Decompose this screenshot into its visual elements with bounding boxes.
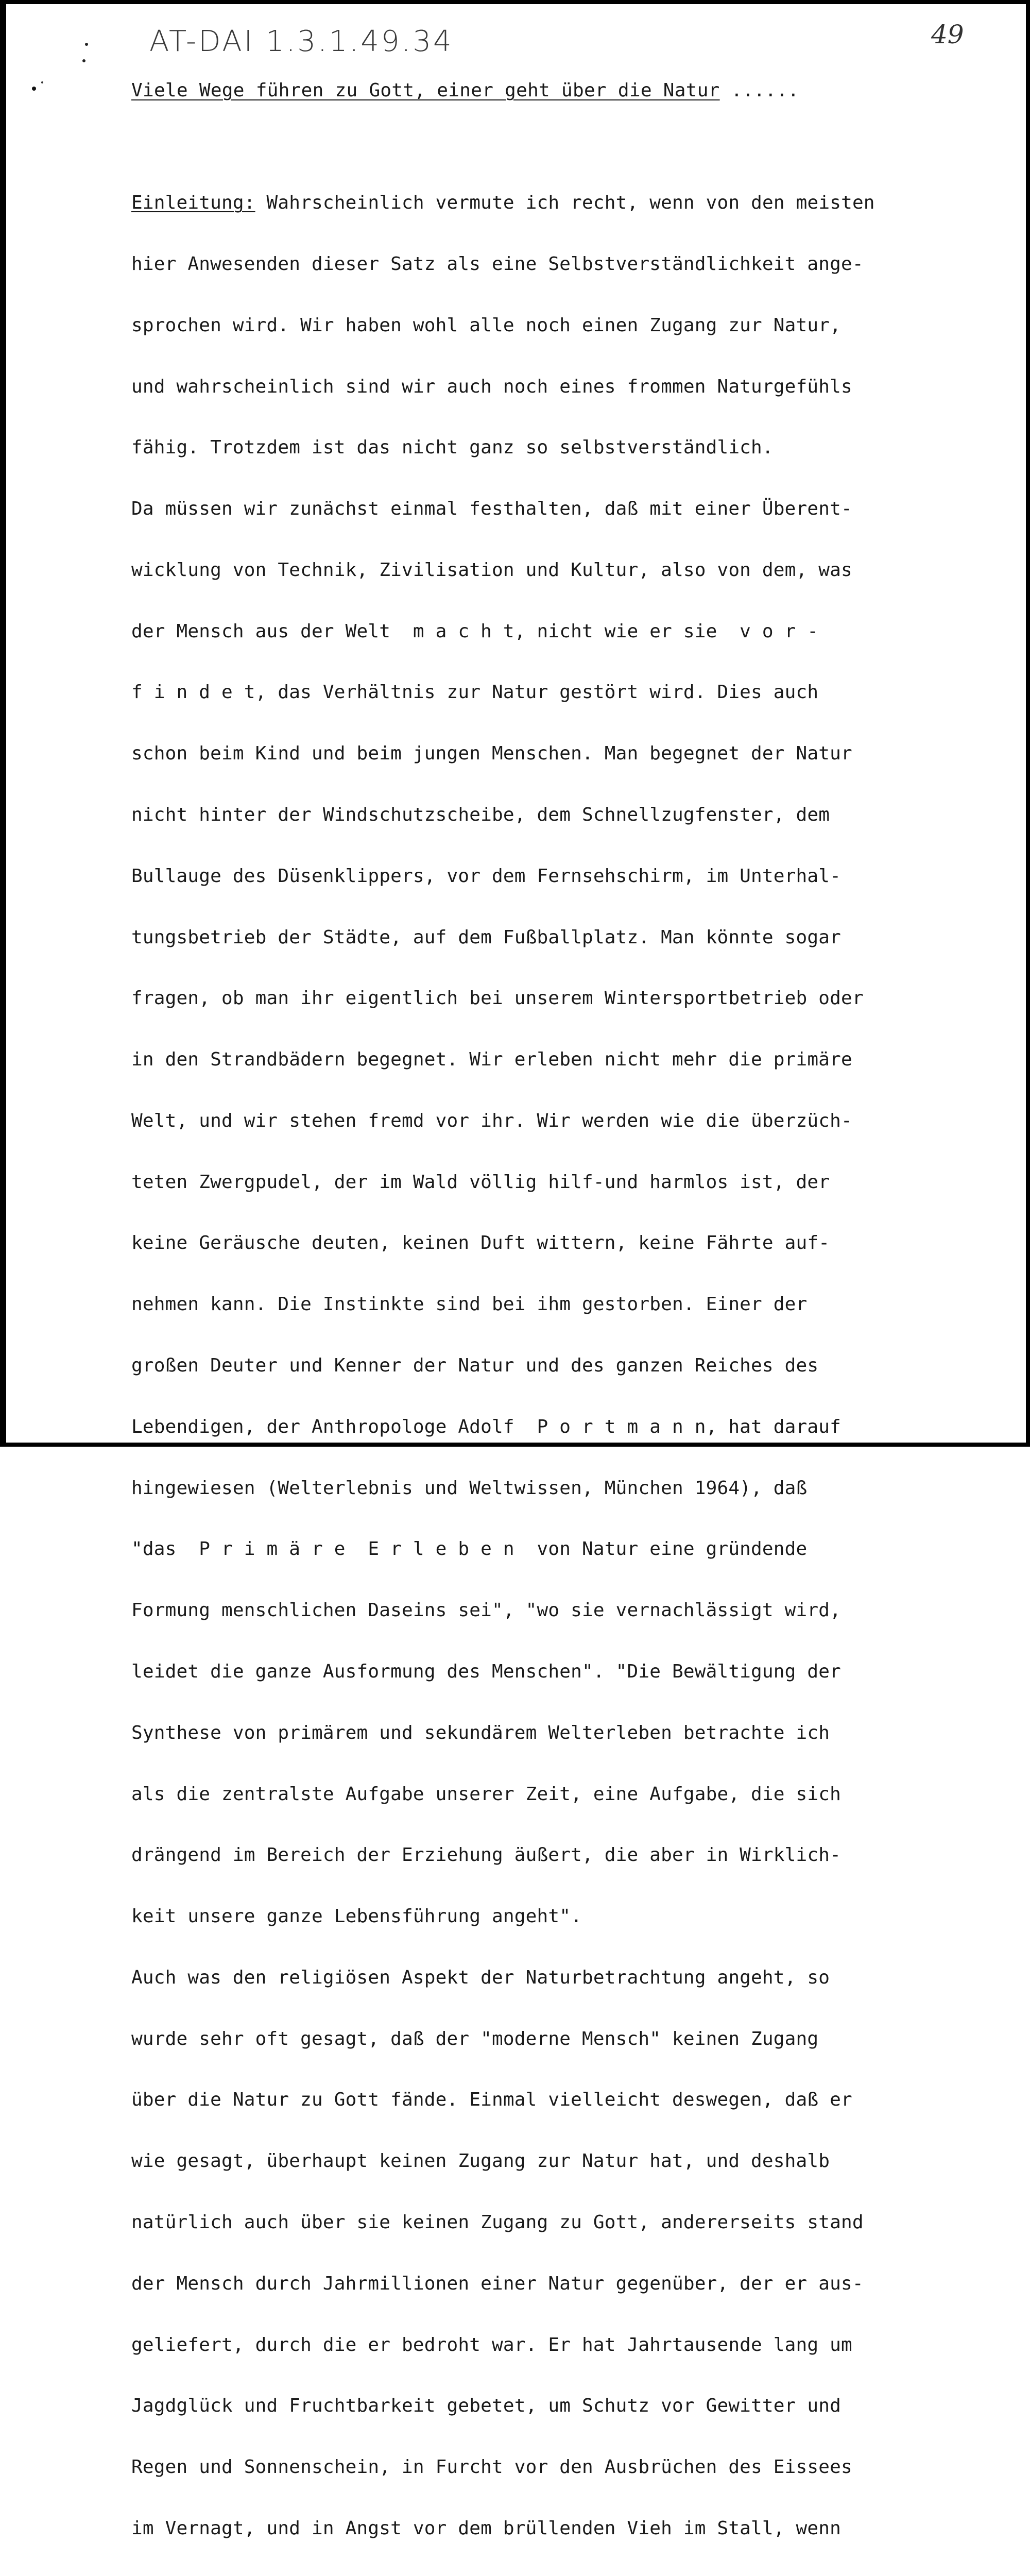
text-line: Auch was den religiösen Aspekt der Naturbetrachtung angeht, so	[131, 1967, 830, 1988]
text-line: Lebendigen, der Anthropologe Adolf P o r t m a n n, hat darauf	[131, 1416, 842, 1437]
text-line: Welt, und wir stehen fremd vor ihr. Wir werden wie die überzüch-	[131, 1110, 852, 1131]
text-line: als die zentralste Aufgabe unserer Zeit, eine Aufgabe, die sich	[131, 1783, 842, 1805]
text-line: geliefert, durch die er bedroht war. Er hat Jahrtausende lang um	[131, 2334, 852, 2355]
text-line: wurde sehr oft gesagt, daß der "moderne Mensch" keinen Zugang	[131, 2028, 819, 2049]
text-line: hingewiesen (Welterlebnis und Weltwissen, München 1964), daß	[131, 1477, 808, 1499]
text-line: der Mensch durch Jahrmillionen einer Natur gegenüber, der er aus-	[131, 2273, 864, 2294]
text-line: Synthese von primärem und sekundärem Welterleben betrachte ich	[131, 1722, 830, 1743]
text-line: großen Deuter und Kenner der Natur und des ganzen Reiches des	[131, 1355, 819, 1377]
text-line: natürlich auch über sie keinen Zugang zu Gott, andererseits stand	[131, 2211, 864, 2233]
text-line: teten Zwergpudel, der im Wald völlig hilf-und harmlos ist, der	[131, 1171, 830, 1193]
document-title	[131, 78, 799, 103]
text-line: Jagdglück und Fruchtbarkeit gebetet, um Schutz vor Gewitter und	[131, 2395, 842, 2417]
text-line: keit unsere ganze Lebensführung angeht".	[131, 1906, 582, 1927]
text-line: über die Natur zu Gott fände. Einmal vielleicht deswegen, daß er	[131, 2089, 852, 2111]
body-text	[131, 152, 997, 2576]
text-line: in den Strandbädern begegnet. Wir erleben nicht mehr die primäre	[131, 1049, 852, 1071]
text-line: der Mensch aus der Welt m a c h t, nicht wie er sie v o r -	[131, 620, 819, 642]
text-line: fähig. Trotzdem ist das nicht ganz so selbstverständlich.	[131, 437, 774, 459]
text-line	[131, 193, 997, 213]
scan-specks	[0, 0, 113, 113]
speck	[32, 87, 36, 91]
text-line: nicht hinter der Windschutzscheibe, dem Schnellzugfenster, dem	[131, 804, 830, 825]
text-line: tungsbetrieb der Städte, auf dem Fußballplatz. Man könnte sogar	[131, 926, 842, 948]
text-line: im Vernagt, und in Angst vor dem brüllenden Vieh im Stall, wenn	[131, 2517, 842, 2539]
title-ellipsis: ......	[719, 80, 799, 101]
text-line: Da müssen wir zunächst einmal festhalten, daß mit einer Überent-	[131, 498, 852, 520]
text-line: wicklung von Technik, Zivilisation und Kultur, also von dem, was	[131, 559, 852, 581]
text-line: Regen und Sonnenschein, in Furcht vor den Ausbrüchen des Eissees	[131, 2456, 852, 2478]
text-line: sprochen wird. Wir haben wohl alle noch einen Zugang zur Natur,	[131, 314, 842, 336]
text-line: Bullauge des Düsenklippers, vor dem Fernsehschirm, im Unterhal-	[131, 865, 842, 887]
text-line: "das P r i m ä r e E r l e b e n von Natur eine gründende	[131, 1538, 808, 1560]
page-number: 49	[931, 20, 964, 49]
text-line: fragen, ob man ihr eigentlich bei unserem Wintersportbetrieb oder	[131, 988, 864, 1009]
text-line-content: Wahrscheinlich vermute ich recht, wenn von den meisten	[255, 192, 875, 214]
text-line: drängend im Bereich der Erziehung äußert, die aber in Wirklich-	[131, 1844, 842, 1866]
speck	[85, 43, 88, 46]
title-underlined: Viele Wege führen zu Gott, einer geht über die Natur	[131, 80, 720, 101]
speck	[41, 81, 43, 83]
text-line: schon beim Kind und beim jungen Menschen. Man begegnet der Natur	[131, 743, 852, 765]
speck	[82, 59, 85, 62]
text-line: Formung menschlichen Daseins sei", "wo sie vernachlässigt wird,	[131, 1600, 842, 1621]
intro-label: Einleitung:	[131, 192, 255, 214]
text-line: hier Anwesenden dieser Satz als eine Selbstverständlichkeit ange-	[131, 253, 864, 275]
archive-signature: AT-DAI 1.3.1.49.34	[149, 25, 454, 58]
text-line: und wahrscheinlich sind wir auch noch eines frommen Naturgefühls	[131, 376, 852, 397]
text-line: f i n d e t, das Verhältnis zur Natur gestört wird. Dies auch	[131, 682, 819, 703]
text-line: wie gesagt, überhaupt keinen Zugang zur Natur hat, und deshalb	[131, 2150, 830, 2172]
text-line: leidet die ganze Ausformung des Menschen". "Die Bewältigung der	[131, 1660, 842, 1682]
text-line: keine Geräusche deuten, keinen Duft wittern, keine Fährte auf-	[131, 1232, 830, 1254]
text-line: nehmen kann. Die Instinkte sind bei ihm gestorben. Einer der	[131, 1294, 808, 1315]
